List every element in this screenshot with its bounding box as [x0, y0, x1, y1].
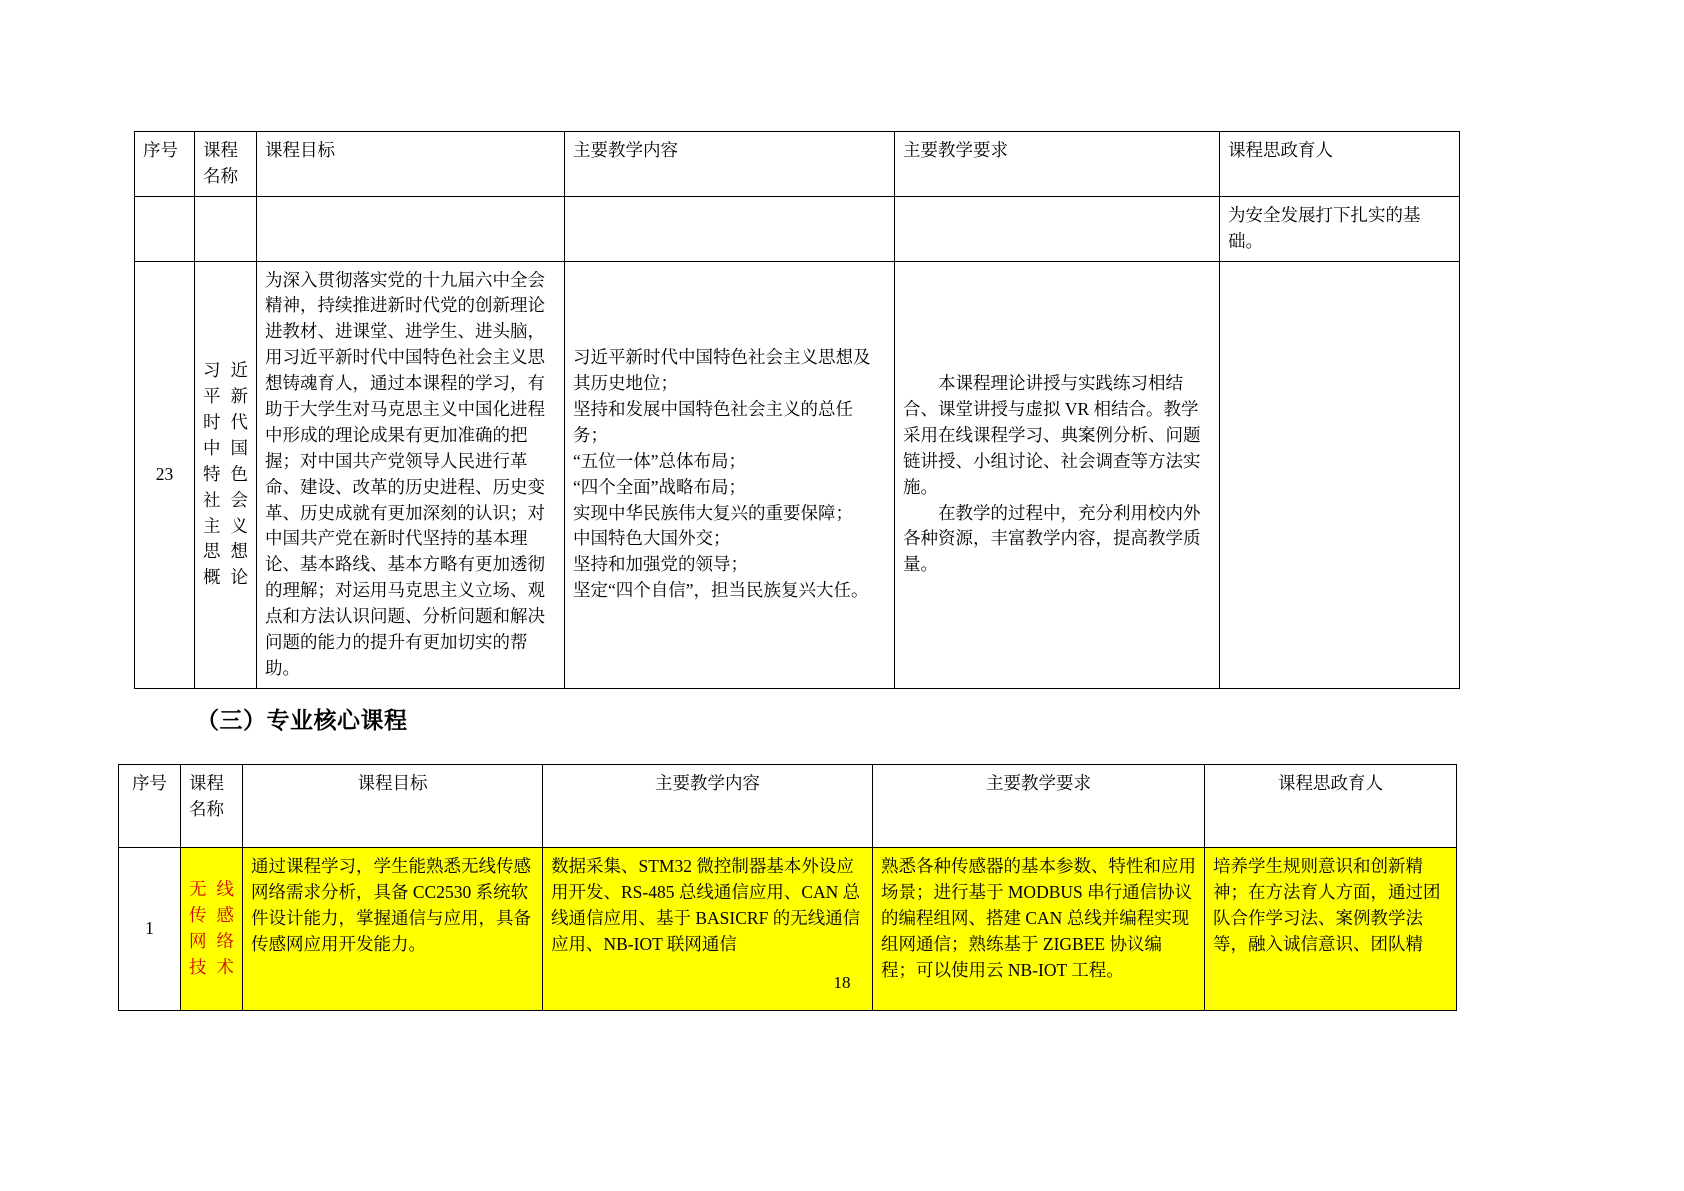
- cell-goal: [257, 196, 565, 261]
- section-heading: （三）专业核心课程: [196, 708, 408, 733]
- cell-requirement: [895, 196, 1220, 261]
- header-seq: 序号: [119, 765, 181, 848]
- header-goal: 课程目标: [243, 765, 543, 848]
- cell-teaching-requirement: [895, 261, 1220, 688]
- content-line-3: “五位一体”总体布局；: [573, 450, 747, 471]
- cell-course-name: 习近平新时代中国特色社会主义思想概论: [195, 261, 257, 688]
- cell-ideology: 培养学生规则意识和创新精神；在方法育人方面，通过团队合作学习法、案例教学法等，融入诚信意识、团队精: [1205, 848, 1457, 1011]
- cell-seq: 23: [135, 261, 195, 688]
- table-header-row: [135, 132, 1460, 197]
- header-name: 课程名称: [181, 765, 243, 848]
- header-content: 主要教学内容: [543, 765, 873, 848]
- cell-teaching-content: [565, 261, 895, 688]
- cell-course-goal: 通过课程学习，学生能熟悉无线传感网络需求分析，具备 CC2530 系统软件设计能力，掌握通信与应用，具备传感网应用开发能力。: [243, 848, 543, 1011]
- table-row: [135, 261, 1460, 688]
- header-name: 课程名称: [195, 132, 257, 197]
- requirement-para-2: 在教学的过程中，充分利用校内外各种资源，丰富教学内容，提高教学质量。: [903, 502, 1201, 575]
- cell-name: [195, 196, 257, 261]
- content-line-6: 中国特色大国外交；: [573, 528, 731, 549]
- content-line-1: 习近平新时代中国特色社会主义思想及其历史地位；: [573, 347, 871, 394]
- header-seq: 序号: [135, 132, 195, 197]
- cell-seq: 1: [119, 848, 181, 1011]
- cell-seq: [135, 196, 195, 261]
- cell-ideology: [1220, 261, 1460, 688]
- goal-text: 为深入贯彻落实党的十九届六中全会精神，持续推进新时代党的创新理论进教材、进课堂、进学生、进头脑，用习近平新时代中国特色社会主义思想铸魂育人，通过本课程的学习，有助于大学生对马克思主义中国化进程中形成的理论成果有更加准确的把握；对中国共产党领导人民进行革命、建设、改革的历史进程、历史变革、历史成就有更加深刻的认识；对中国共产党在新时代坚持的基本理论、基本路线、基本方略有更加透彻的理解；对运用马克思主义立场、观点和方法认识问题、分析问题和解决问题的能力的提升有更加切实的帮助。: [265, 269, 545, 678]
- cell-teaching-requirement: 熟悉各种传感器的基本参数、特性和应用场景；进行基于 MODBUS 串行通信协议的编程组网、搭建 CAN 总线并编程实现组网通信；熟练基于 ZIGBEE 协议编程；可以使用云 NB-IOT 工程。: [873, 848, 1205, 1011]
- requirement-para-1: 本课程理论讲授与实践练习相结合、课堂讲授与虚拟 VR 相结合。教学采用在线课程学习、典案例分析、问题链讲授、小组讨论、社会调查等方法实施。: [903, 373, 1201, 497]
- cell-ideology-carryover: 为安全发展打下扎实的基础。: [1220, 196, 1460, 261]
- content-line-7: 坚持和加强党的领导；: [573, 554, 748, 575]
- content-line-5: 实现中华民族伟大复兴的重要保障；: [573, 502, 853, 523]
- cell-course-name: 无线传感网络技术: [181, 848, 243, 1011]
- course-table-continued: [134, 131, 1460, 689]
- cell-content: [565, 196, 895, 261]
- table-header-row: [119, 765, 1457, 848]
- table-1: [134, 131, 1460, 689]
- header-ideology: 课程思政育人: [1220, 132, 1460, 197]
- content-line-4: “四个全面”战略布局；: [573, 476, 747, 497]
- cell-course-goal: [257, 261, 565, 688]
- content-line-8: 坚定“四个自信”，担当民族复兴大任。: [573, 580, 869, 601]
- header-content: 主要教学内容: [565, 132, 895, 197]
- header-goal: 课程目标: [257, 132, 565, 197]
- header-requirement: 主要教学要求: [873, 765, 1205, 848]
- table-row: [135, 196, 1460, 261]
- header-ideology: 课程思政育人: [1205, 765, 1457, 848]
- header-requirement: 主要教学要求: [895, 132, 1220, 197]
- cell-teaching-content: 数据采集、STM32 微控制器基本外设应用开发、RS-485 总线通信应用、CAN 总线通信应用、基于 BASICRF 的无线通信应用、NB-IOT 联网通信: [543, 848, 873, 1011]
- content-line-2: 坚持和发展中国特色社会主义的总任务；: [573, 399, 853, 445]
- page-number: 18: [833, 973, 851, 992]
